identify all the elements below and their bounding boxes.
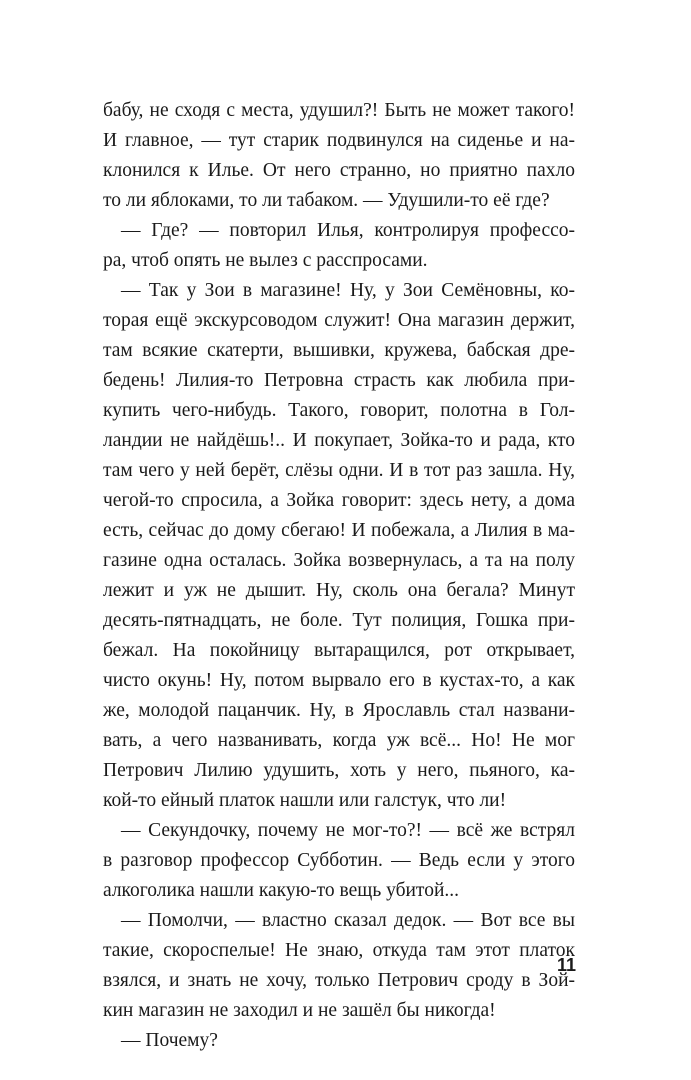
text-line: там всякие скатерти, вышивки, кружева, бабская дре-: [103, 340, 575, 361]
page-number: 11: [556, 955, 576, 975]
text-line: газине одна осталась. Зойка возвернулась, а та на полу: [103, 550, 575, 571]
text-line: — Почему?: [121, 1030, 218, 1051]
text-line: чегой-то спросила, а Зойка говорит: здесь нету, а дома: [103, 490, 575, 511]
text-line: взялся, и знать не хочу, только Петрович сроду в Зой-: [103, 970, 575, 991]
text-line: клонился к Илье. От него странно, но приятно пахло: [103, 160, 575, 181]
body-text: [103, 96, 575, 1056]
text-line: десять-пятнадцать, не боле. Тут полиция, Гошка при-: [103, 610, 575, 631]
text-line: ра, чтоб опять не вылез с расспросами.: [103, 250, 428, 271]
text-line: там чего у ней берёт, слёзы одни. И в тот раз зашла. Ну,: [103, 460, 575, 481]
text-line: Петрович Лилию удушить, хоть у него, пьяного, ка-: [103, 760, 575, 781]
text-line: бедень! Лилия-то Петровна страсть как любила при-: [103, 370, 575, 391]
text-line: же, молодой пацанчик. Ну, в Ярославль стал названи-: [103, 700, 575, 721]
text-line: в разговор профессор Субботин. — Ведь если у этого: [103, 850, 575, 871]
text-line: бежал. На покойницу вытаращился, рот открывает,: [103, 640, 575, 661]
text-line: есть, сейчас до дому сбегаю! И побежала, а Лилия в ма-: [103, 520, 575, 541]
text-line: И главное, — тут старик подвинулся на сиденье и на-: [103, 130, 575, 151]
text-line: вать, а чего названивать, когда уж всё... Но! Не мог: [103, 730, 575, 751]
text-line: лежит и уж не дышит. Ну, сколь она бегала? Минут: [103, 580, 575, 601]
text-line: — Секундочку, почему не мог-то?! — всё же встрял: [121, 820, 575, 841]
text-line: купить чего-нибудь. Такого, говорит, полотна в Гол-: [103, 400, 575, 421]
text-line: алкоголика нашли какую-то вещь убитой...: [103, 880, 460, 901]
text-line: то ли яблоками, то ли табаком. — Удушили-то её где?: [103, 190, 550, 211]
text-line: такие, скороспелые! Не знаю, откуда там этот платок: [103, 940, 575, 961]
text-line: торая ещё экскурсоводом служит! Она магазин держит,: [103, 310, 575, 331]
text-line: чисто окунь! Ну, потом вырвало его в кустах-то, а как: [103, 670, 575, 691]
text-line: кой-то ейный платок нашли или галстук, что ли!: [103, 790, 507, 811]
text-line: ландии не найдёшь!.. И покупает, Зойка-то и рада, кто: [103, 430, 575, 451]
text-line: — Так у Зои в магазине! Ну, у Зои Семёновны, ко-: [121, 280, 575, 301]
text-line: — Помолчи, — властно сказал дедок. — Вот все вы: [121, 910, 575, 931]
text-line: кин магазин не заходил и не зашёл бы никогда!: [103, 1000, 496, 1021]
text-line: — Где? — повторил Илья, контролируя профессо-: [121, 220, 575, 241]
text-line: бабу, не сходя с места, удушил?! Быть не может такого!: [103, 100, 575, 121]
